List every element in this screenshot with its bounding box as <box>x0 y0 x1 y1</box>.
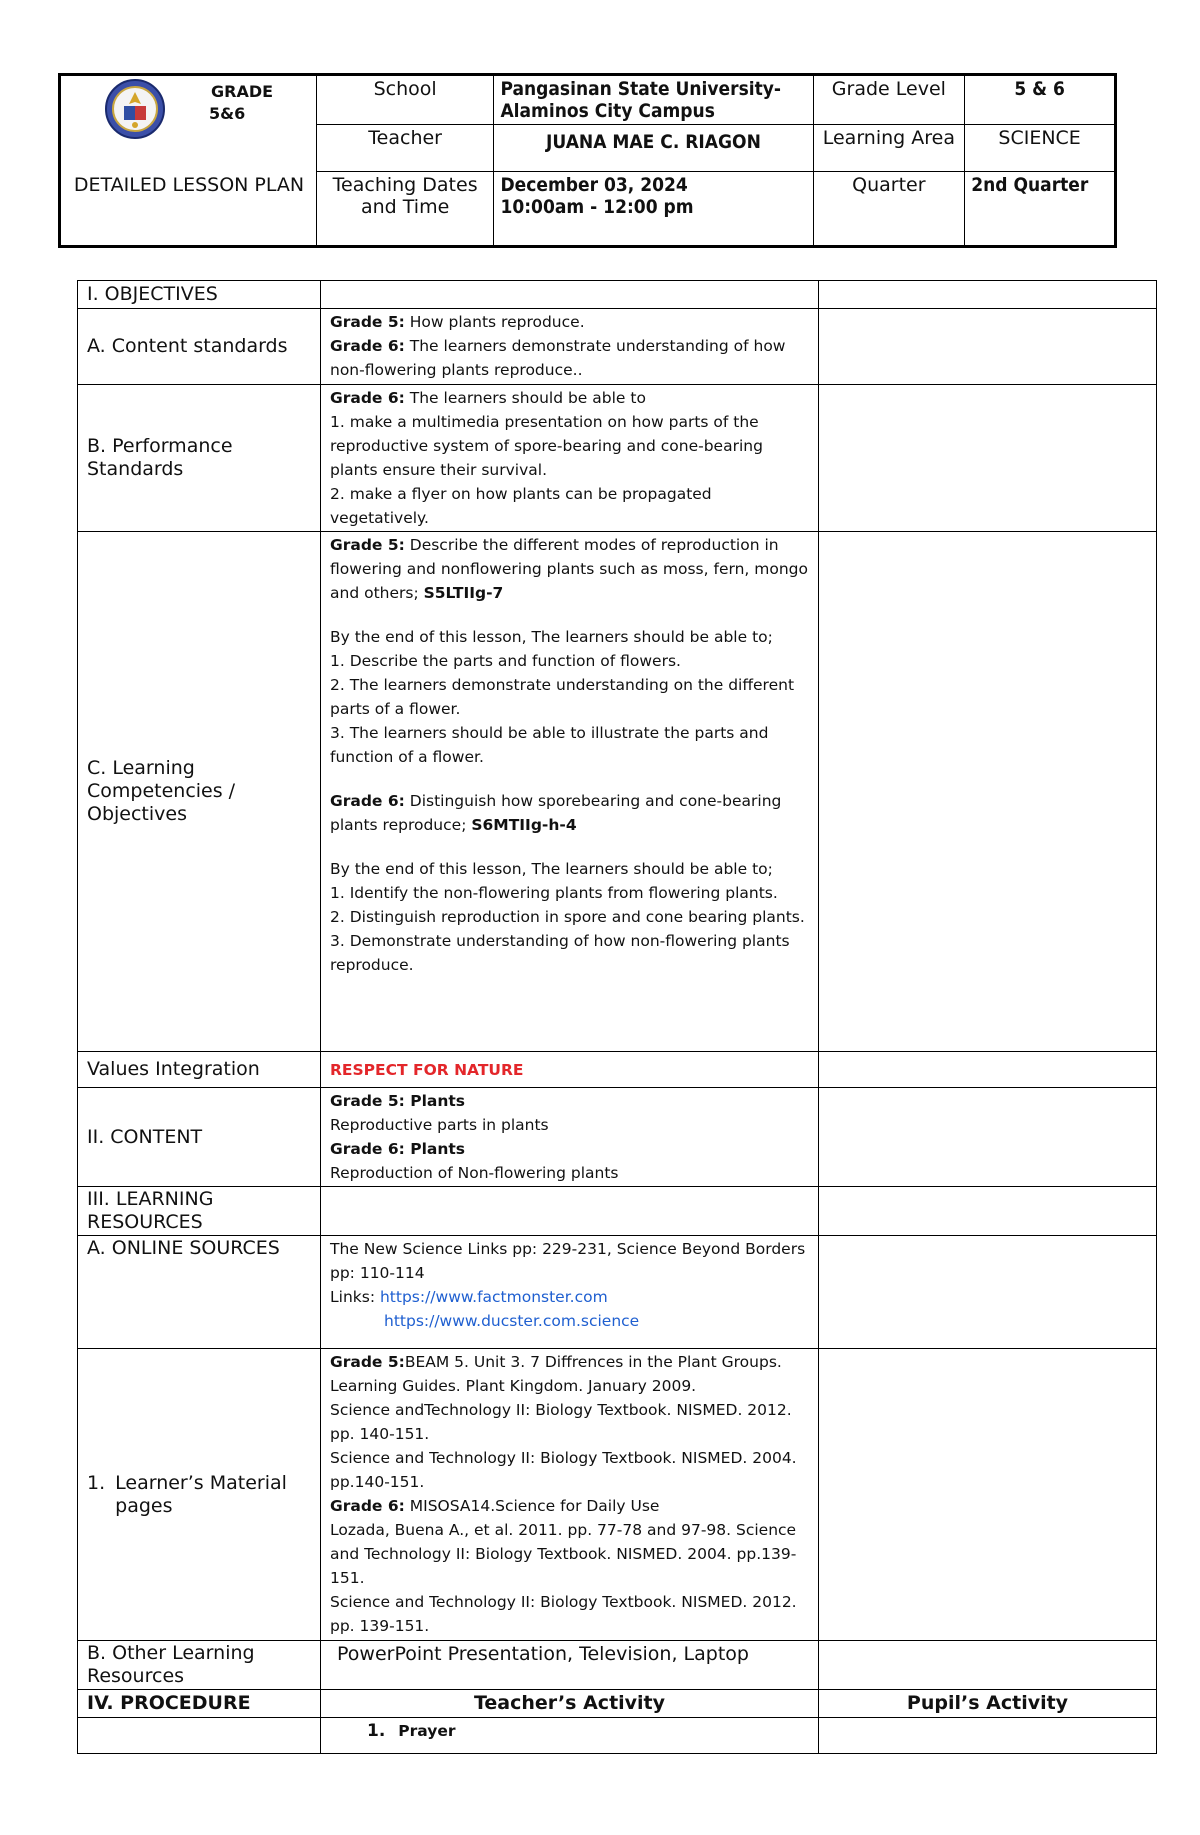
learning-area-label: Learning Area <box>813 125 965 172</box>
grade-value: 5&6 <box>209 104 246 123</box>
content-standards-label: A. Content standards <box>78 309 321 385</box>
content-text: Grade 5: Plants Reproductive parts in plants Grade 6: Plants Reproduction of Non-flowering plants <box>321 1088 819 1187</box>
content-standards-text: Grade 5: How plants reproduce. Grade 6: The learners demonstrate understanding of how non-flowering plants reproduce.. <box>321 309 819 385</box>
dates-value <box>494 172 813 247</box>
online-sources-label: A. ONLINE SOURCES <box>78 1236 321 1349</box>
table-row <box>78 1236 1157 1349</box>
table-row <box>78 1088 1157 1187</box>
lesson-plan-table <box>77 280 1157 1754</box>
other-resources-text: PowerPoint Presentation, Television, Laptop <box>321 1641 819 1690</box>
school-value: Pangasinan State University-Alaminos City Campus <box>494 75 813 125</box>
other-resources-label: B. Other Learning Resources <box>78 1641 321 1690</box>
school-label: School <box>316 75 494 125</box>
resources-label: III. LEARNING RESOURCES <box>78 1187 321 1236</box>
content-label: II. CONTENT <box>78 1088 321 1187</box>
quarter-value: 2nd Quarter <box>965 172 1116 247</box>
table-row <box>78 1641 1157 1690</box>
teacher-label: Teacher <box>316 125 494 172</box>
table-row <box>78 1052 1157 1088</box>
learning-area-value: SCIENCE <box>965 125 1116 172</box>
table-row <box>78 281 1157 309</box>
grade-dlp-cell <box>60 75 317 247</box>
table-row <box>78 385 1157 532</box>
table-row <box>78 1349 1157 1641</box>
date-text: December 03, 2024 <box>500 174 688 196</box>
online-sources-text: The New Science Links pp: 229-231, Science Beyond Borders pp: 110-114 Links: https://www.factmonster.com https://www.ducster.com.science <box>321 1236 819 1349</box>
objectives-title: I. OBJECTIVES <box>78 281 321 309</box>
performance-standards-label: B. Performance Standards <box>78 385 321 532</box>
grade-level-value: 5 & 6 <box>965 75 1116 125</box>
learners-material-label: 1. Learner’s Material pages <box>78 1349 321 1641</box>
table-row <box>78 1718 1157 1754</box>
teacher-activity-header: Teacher’s Activity <box>321 1690 819 1718</box>
table-row <box>78 309 1157 385</box>
procedure-item: 1. Prayer <box>321 1718 819 1754</box>
competencies-text: Grade 5: Describe the different modes of reproduction in flowering and nonflowering plants such as moss, fern, mongo and others; S5LTIIg-7 By the end of this lesson, The learners should be able to; 1. Describe the parts and function of flowers. 2. The learners demonstrate understanding on the different parts of a flower. 3. The learners should be able to illustrate the parts and function of a flower. Grade 6: Distinguish how sporebearing and cone-bearing plants reproduce; S6MTIIg-h-4 By the end of this lesson, The learners should be able to; 1. Identify the non-flowering plants from flowering plants. 2. Distinguish reproduction in spore and cone bearing plants. 3. Demonstrate understanding of how non-flowering plants reproduce. <box>321 532 819 1052</box>
factmonster-link[interactable]: https://www.factmonster.com <box>379 1288 608 1306</box>
quarter-label: Quarter <box>813 172 965 247</box>
table-row <box>78 1187 1157 1236</box>
values-text: RESPECT FOR NATURE <box>321 1052 819 1088</box>
grade-level-label: Grade Level <box>813 75 965 125</box>
teacher-value: JUANA MAE C. RIAGON <box>494 125 813 172</box>
table-row <box>78 1690 1157 1718</box>
pupil-activity-header: Pupil’s Activity <box>819 1690 1157 1718</box>
performance-standards-text: Grade 6: The learners should be able to 1. make a multimedia presentation on how parts of the reproductive system of spore-bearing and cone-bearing plants ensure their survival. 2. make a flyer on how plants can be propagated vegetatively. <box>321 385 819 532</box>
dlp-title: DETAILED LESSON PLAN <box>73 174 305 196</box>
grade-title: GRADE <box>211 82 274 101</box>
learners-material-text: Grade 5:BEAM 5. Unit 3. 7 Diffrences in the Plant Groups. Learning Guides. Plant Kingdom. January 2009. Science andTechnology II: Biology Textbook. NISMED. 2012. pp. 140-151. Science and Technology II: Biology Textbook. NISMED. 2004. pp.140-151. Grade 6: MISOSA14.Science for Daily Use Lozada, Buena A., et al. 2011. pp. 77-78 and 97-98. Science and Technology II: Biology Textbook. NISMED. 2004. pp.139-151. Science and Technology II: Biology Textbook. NISMED. 2012. pp. 139-151. <box>321 1349 819 1641</box>
header-table <box>58 73 1117 248</box>
table-row <box>78 532 1157 1052</box>
time-text: 10:00am - 12:00 pm <box>500 196 694 218</box>
values-label: Values Integration <box>78 1052 321 1088</box>
procedure-label: IV. PROCEDURE <box>78 1690 321 1718</box>
ducster-link[interactable]: https://www.ducster.com.science <box>384 1312 640 1330</box>
competencies-label: C. Learning Competencies / Objectives <box>78 532 321 1052</box>
dates-label: Teaching Dates and Time <box>316 172 494 247</box>
